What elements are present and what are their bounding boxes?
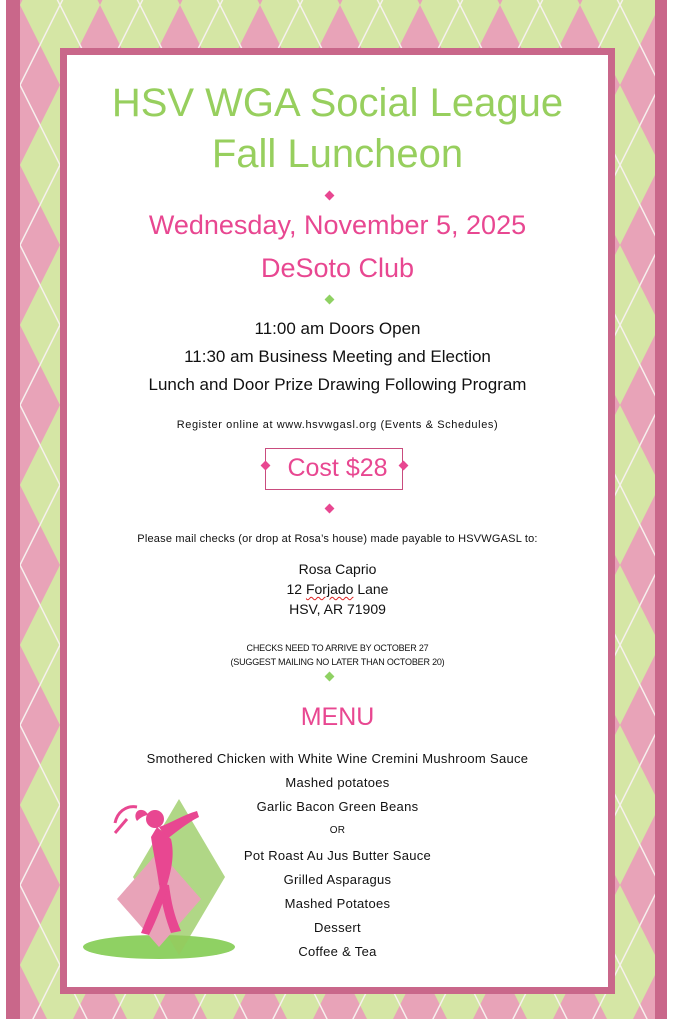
recipient-name: Rosa Caprio (298, 561, 377, 577)
menu-item: Dessert (314, 920, 361, 935)
schedule-meeting: 11:30 am Business Meeting and Election (184, 347, 491, 366)
menu-item-or: OR (329, 825, 346, 836)
golfer-clipart-icon (75, 793, 250, 963)
cost-label: Cost $28 (287, 454, 388, 482)
green-diamond-divider-2 (325, 672, 335, 682)
menu-item: Smothered Chicken with White Wine Cremini Mushroom Sauce (146, 751, 529, 766)
menu-item: Mashed Potatoes (284, 896, 391, 911)
menu-item: Garlic Bacon Green Beans (256, 799, 419, 814)
deadline-line-1: CHECKS NEED TO ARRIVE BY OCTOBER 27 (246, 643, 429, 653)
schedule-lunch: Lunch and Door Prize Drawing Following Program (148, 375, 527, 394)
register-text: Register online at www.hsvwgasl.org (Events & Schedules) (176, 419, 499, 431)
title-line-2: Fall Luncheon (211, 132, 464, 176)
invitation-card (60, 48, 615, 994)
street-suffix: Lane (357, 581, 389, 597)
menu-item: Pot Roast Au Jus Butter Sauce (243, 848, 432, 863)
recipient-city: HSV, AR 71909 (289, 601, 386, 617)
title-line-1: HSV WGA Social League (111, 81, 564, 125)
mail-instruction: Please mail checks (or drop at Rosa’s house) made payable to HSVWGASL to: (137, 533, 538, 545)
menu-heading: MENU (300, 703, 375, 731)
menu-item: Grilled Asparagus (283, 872, 392, 887)
street-number: 12 (286, 581, 303, 597)
menu-item: Mashed potatoes (285, 775, 390, 790)
pink-diamond-divider-2 (325, 504, 335, 514)
pink-diamond-divider (325, 191, 335, 201)
event-venue: DeSoto Club (260, 253, 415, 283)
green-diamond-divider (325, 295, 335, 305)
street-name: Forjado (305, 581, 354, 597)
recipient-street (67, 581, 608, 597)
event-date: Wednesday, November 5, 2025 (148, 210, 527, 240)
menu-item: Coffee & Tea (298, 944, 377, 959)
deadline-line-2: (SUGGEST MAILING NO LATER THAN OCTOBER 20) (230, 657, 445, 667)
schedule-doors: 11:00 am Doors Open (254, 319, 421, 338)
